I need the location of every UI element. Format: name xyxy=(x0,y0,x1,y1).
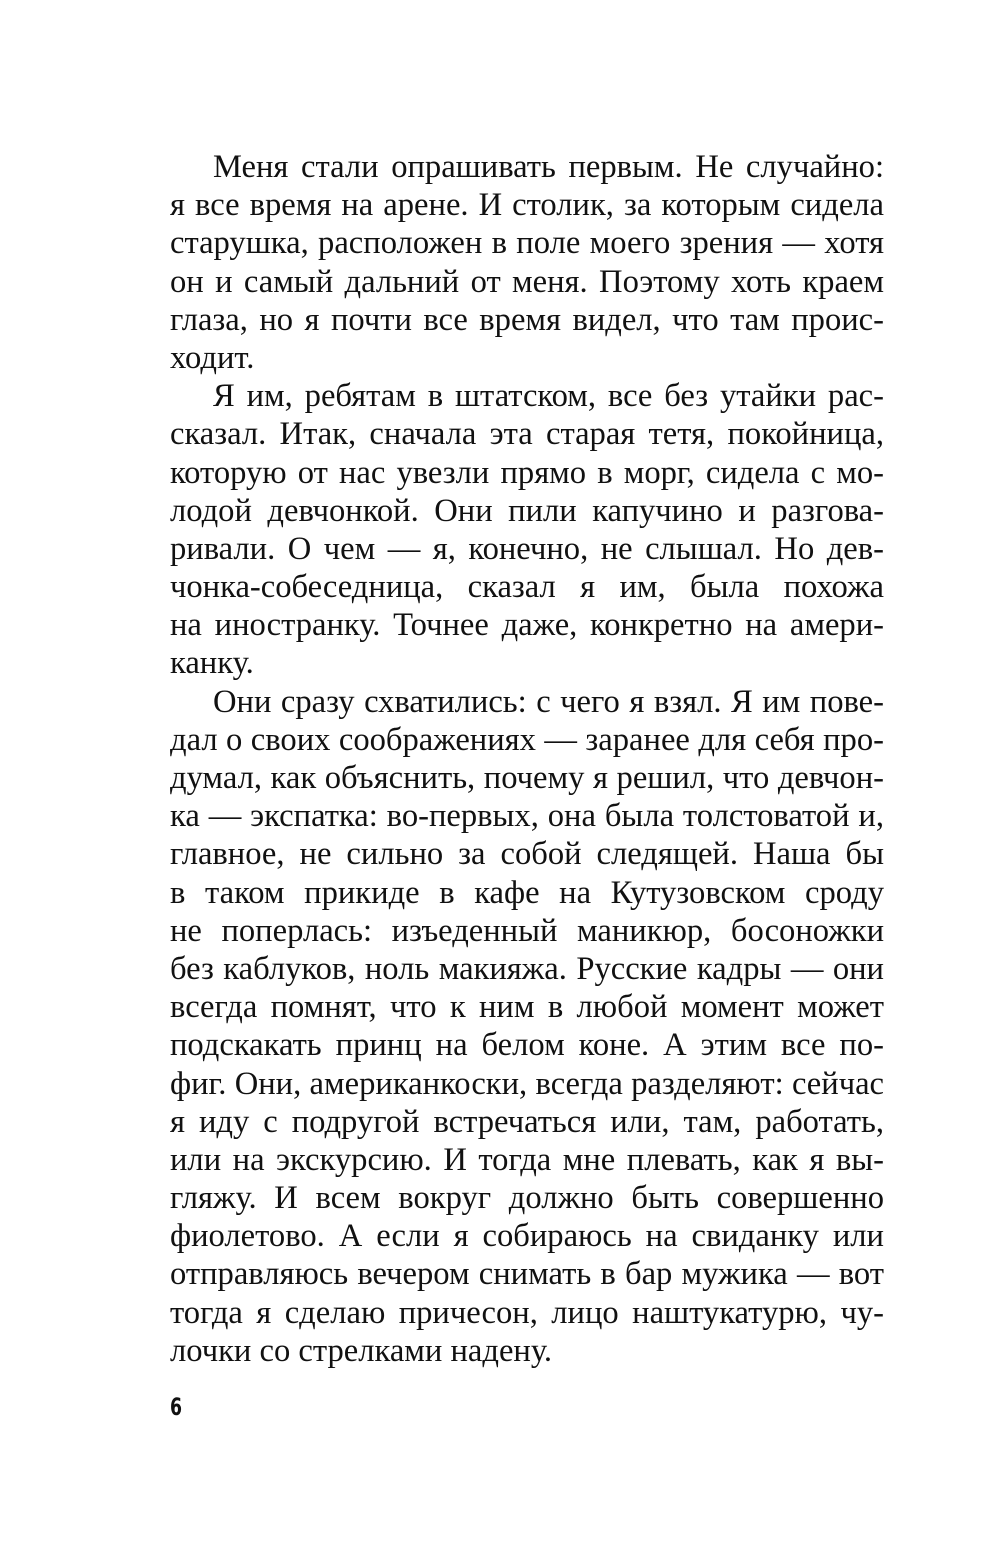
text-line: главное, не сильно за собой следящей. Наша бы xyxy=(170,836,884,873)
body-text xyxy=(170,148,884,1370)
text-line: гляжу. И всем вокруг должно быть совершенно xyxy=(170,1180,884,1217)
page-number: 6 xyxy=(170,1393,183,1421)
text-line: лочки со стрелками надену. xyxy=(170,1332,553,1369)
text-line: фиолетово. А если я собираюсь на свиданку или xyxy=(170,1218,884,1255)
text-line: сказал. Итак, сначала эта старая тетя, покойница, xyxy=(170,416,884,453)
text-line: он и самый дальний от меня. Поэтому хоть краем xyxy=(170,263,884,300)
text-line: чонка-собеседница, сказал я им, была похожа xyxy=(170,569,884,606)
text-line: не поперлась: изъеденный маникюр, босоножки xyxy=(170,912,884,949)
text-line: дал о своих соображениях — заранее для себя про- xyxy=(170,721,884,758)
text-line: Меня стали опрашивать первым. Не случайно: xyxy=(213,149,884,185)
text-line: фиг. Они, американкоски, всегда разделяют: сейчас xyxy=(170,1065,884,1102)
text-line: канку. xyxy=(170,645,254,682)
text-line: старушка, расположен в поле моего зрения — хотя xyxy=(170,225,884,262)
text-line: думал, как объяснить, почему я решил, что девчон- xyxy=(170,760,884,796)
text-line: или на экскурсию. И тогда мне плевать, как я вы- xyxy=(170,1141,884,1178)
text-line: Я им, ребятам в штатском, все без утайки рас- xyxy=(213,378,884,415)
text-line: я иду с подругой встречаться или, там, работать, xyxy=(170,1103,884,1140)
text-line: тогда я сделаю причесон, лицо наштукатурю, чу- xyxy=(170,1294,884,1331)
text-line: ка — экспатка: во-первых, она была толстоватой и, xyxy=(170,798,884,835)
text-line: которую от нас увезли прямо в морг, сидела с мо- xyxy=(170,454,884,491)
text-line: без каблуков, ноль макияжа. Русские кадры — они xyxy=(170,950,884,987)
text-line: на иностранку. Точнее даже, конкретно на амери- xyxy=(170,607,884,644)
text-line: подскакать принц на белом коне. А этим все по- xyxy=(170,1027,884,1064)
text-line: в таком прикиде в кафе на Кутузовском сроду xyxy=(170,874,884,911)
text-line: ривали. О чем — я, конечно, не слышал. Но дев- xyxy=(170,530,884,567)
text-line: Они сразу схватились: с чего я взял. Я им пове- xyxy=(213,683,884,720)
text-line: отправляюсь вечером снимать в бар мужика — вот xyxy=(170,1256,884,1293)
text-line: я все время на арене. И столик, за которым сидела xyxy=(170,187,884,224)
text-line: всегда помнят, что к ним в любой момент может xyxy=(170,989,884,1026)
text-line: глаза, но я почти все время видел, что там проис- xyxy=(170,301,884,338)
text-line: ходит. xyxy=(170,339,255,376)
text-line: лодой девчонкой. Они пили капучино и разгова- xyxy=(170,492,884,529)
